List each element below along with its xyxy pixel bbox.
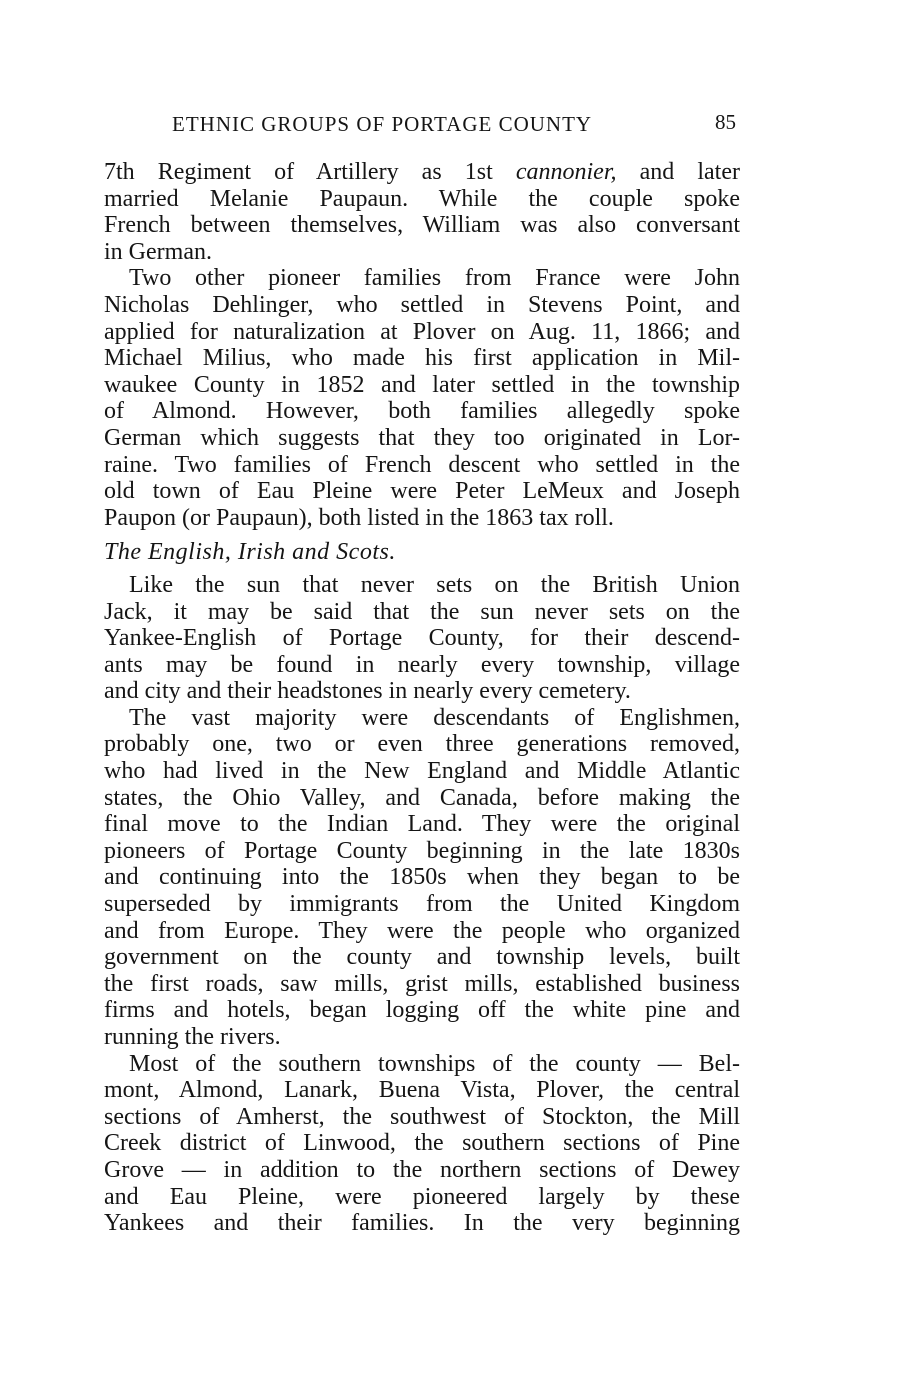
paragraph (104, 705, 740, 1051)
text-line: Most of the southern townships of the county — Bel- (129, 1050, 740, 1077)
italic-word: cannonier, (515, 159, 617, 185)
running-head (104, 110, 744, 140)
paragraph (104, 572, 740, 705)
text-line: raine. Two families of French descent who settled in the (104, 451, 740, 478)
text-line: Jack, it may be said that the sun never sets on the (104, 598, 740, 625)
text-line: The vast majority were descendants of Englishmen, (129, 704, 740, 731)
text-line: Creek district of Linwood, the southern sections of Pine (104, 1130, 740, 1157)
section-heading: The English, Irish and Scots. (104, 539, 396, 566)
text-line: pioneers of Portage County beginning in the late 1830s (104, 837, 740, 864)
text-line: of Almond. However, both families allegedly spoke (104, 398, 740, 425)
text-line: old town of Eau Pleine were Peter LeMeux and Joseph (104, 478, 740, 505)
text-line: and from Europe. They were the people who organized (104, 917, 740, 944)
text-line: superseded by immigrants from the United Kingdom (104, 891, 740, 918)
text-line: Nicholas Dehlinger, who settled in Stevens Point, and (104, 291, 740, 318)
text-line: and Eau Pleine, were pioneered largely by these (104, 1183, 740, 1210)
text-line: German which suggests that they too originated in Lor- (104, 424, 740, 451)
text-line: Yankees and their families. In the very beginning (104, 1210, 740, 1237)
text-line: and city and their headstones in nearly every cemetery. (104, 678, 631, 705)
text-line: Yankee-English of Portage County, for their descend- (104, 625, 740, 652)
text-line: Grove — in addition to the northern sections of Dewey (104, 1156, 740, 1183)
text-line: married Melanie Paupaun. While the couple spoke (104, 185, 740, 212)
text-line: mont, Almond, Lanark, Buena Vista, Plover, the central (104, 1077, 740, 1104)
text-line: French between themselves, William was also conversant (104, 212, 740, 239)
text-line: final move to the Indian Land. They were the original (104, 811, 740, 838)
text-line: Like the sun that never sets on the British Union (129, 571, 740, 598)
text-line: Paupon (or Paupaun), both listed in the 1863 tax roll. (104, 504, 614, 531)
text-line: who had lived in the New England and Middle Atlantic (104, 758, 740, 785)
text-line: states, the Ohio Valley, and Canada, before making the (104, 784, 740, 811)
page-number: 85 (715, 110, 736, 134)
text-line: 7th Regiment of Artillery as 1st cannonier, and later (104, 159, 740, 185)
text-line: sections of Amherst, the southwest of Stockton, the Mill (104, 1103, 740, 1130)
text-line: probably one, two or even three generations removed, (104, 731, 740, 758)
paragraph (104, 1051, 740, 1237)
running-title: ETHNIC GROUPS OF PORTAGE COUNTY (172, 112, 593, 136)
text-line: in German. (104, 238, 212, 265)
text-line: ants may be found in nearly every township, village (104, 651, 740, 678)
text-line: government on the county and township levels, built (104, 944, 740, 971)
text-line: and continuing into the 1850s when they began to be (104, 864, 740, 891)
text-line: waukee County in 1852 and later settled in the township (104, 371, 740, 398)
text-line: firms and hotels, began logging off the white pine and (104, 997, 740, 1024)
paragraph (104, 265, 740, 531)
body-text (104, 159, 740, 1237)
text-line: the first roads, saw mills, grist mills, established business (104, 970, 740, 997)
paragraph (104, 159, 740, 265)
text-line: Two other pioneer families from France were John (129, 265, 740, 292)
text-line: running the rivers. (104, 1024, 281, 1050)
text-line: applied for naturalization at Plover on Aug. 11, 1866; and (104, 318, 740, 345)
text-line: Michael Milius, who made his first application in Mil- (104, 345, 740, 372)
